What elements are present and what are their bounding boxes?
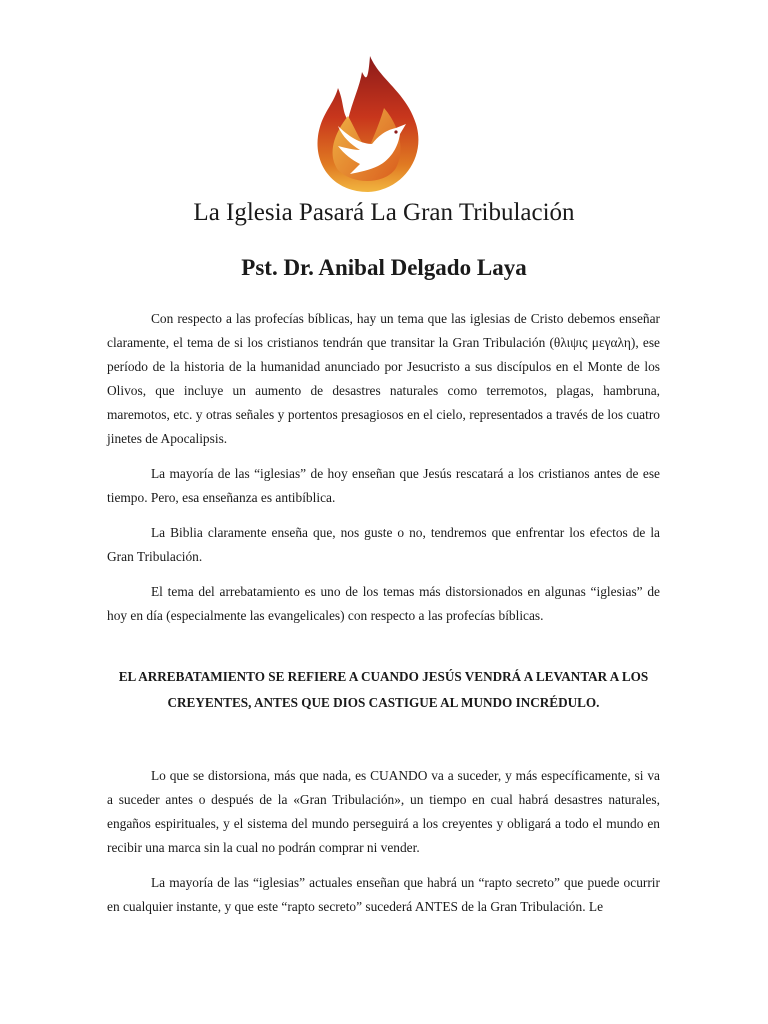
paragraph: Con respecto a las profecías bíblicas, hay un tema que las iglesias de Cristo debemos enseñar claramente, el tema de si los cristianos tendrán que transitar la Gran Tribulación (θλιψις μεγαλη), ese período de la historia de la humanidad anunciado por Jesucristo a sus discípulos en el Monte de los Olivos, que incluye un aumento de desastres naturales como terremotos, plagas, hambruna, maremotos, etc. y otras señales y portentos presagiosos en el cielo, representados a través de los cuatro jinetes de Apocalipsis. [107, 311, 660, 446]
page-title: La Iglesia Pasará La Gran Tribulación [193, 199, 575, 226]
document-body [107, 307, 660, 930]
author-name: Pst. Dr. Anibal Delgado Laya [241, 255, 527, 280]
section-heading: EL ARREBATAMIENTO SE REFIERE A CUANDO JESÚS VENDRÁ A LEVANTAR A LOS CREYENTES, ANTES QUE DIOS CASTIGUE AL MUNDO INCRÉDULO. [118, 669, 649, 710]
paragraph: Lo que se distorsiona, más que nada, es CUANDO va a suceder, y más específicamente, si va a suceder antes o después de la «Gran Tribulación», un tiempo en cual habrá desastres naturales, engaños espirituales, y el sistema del mundo perseguirá a los creyentes y obligará a todo el mundo en recibir una marca sin la cual no podrán comprar ni vender. [107, 768, 660, 855]
flame-dove-icon [308, 52, 430, 197]
paragraph: La Biblia claramente enseña que, nos guste o no, tendremos que enfrentar los efectos de la Gran Tribulación. [107, 525, 660, 564]
flame-dove-logo [308, 52, 430, 197]
paragraph: El tema del arrebatamiento es uno de los temas más distorsionados en algunas “iglesias” de hoy en día (especialmente las evangelicales) con respecto a las profecías bíblicas. [107, 584, 660, 623]
paragraph: La mayoría de las “iglesias” actuales enseñan que habrá un “rapto secreto” que puede ocurrir en cualquier instante, y que este “rapto secreto” sucederá ANTES de la Gran Tribulación. Le [107, 875, 660, 914]
paragraph: La mayoría de las “iglesias” de hoy enseñan que Jesús rescatará a los cristianos antes de ese tiempo. Pero, esa enseñanza es antibíblica. [107, 466, 660, 505]
